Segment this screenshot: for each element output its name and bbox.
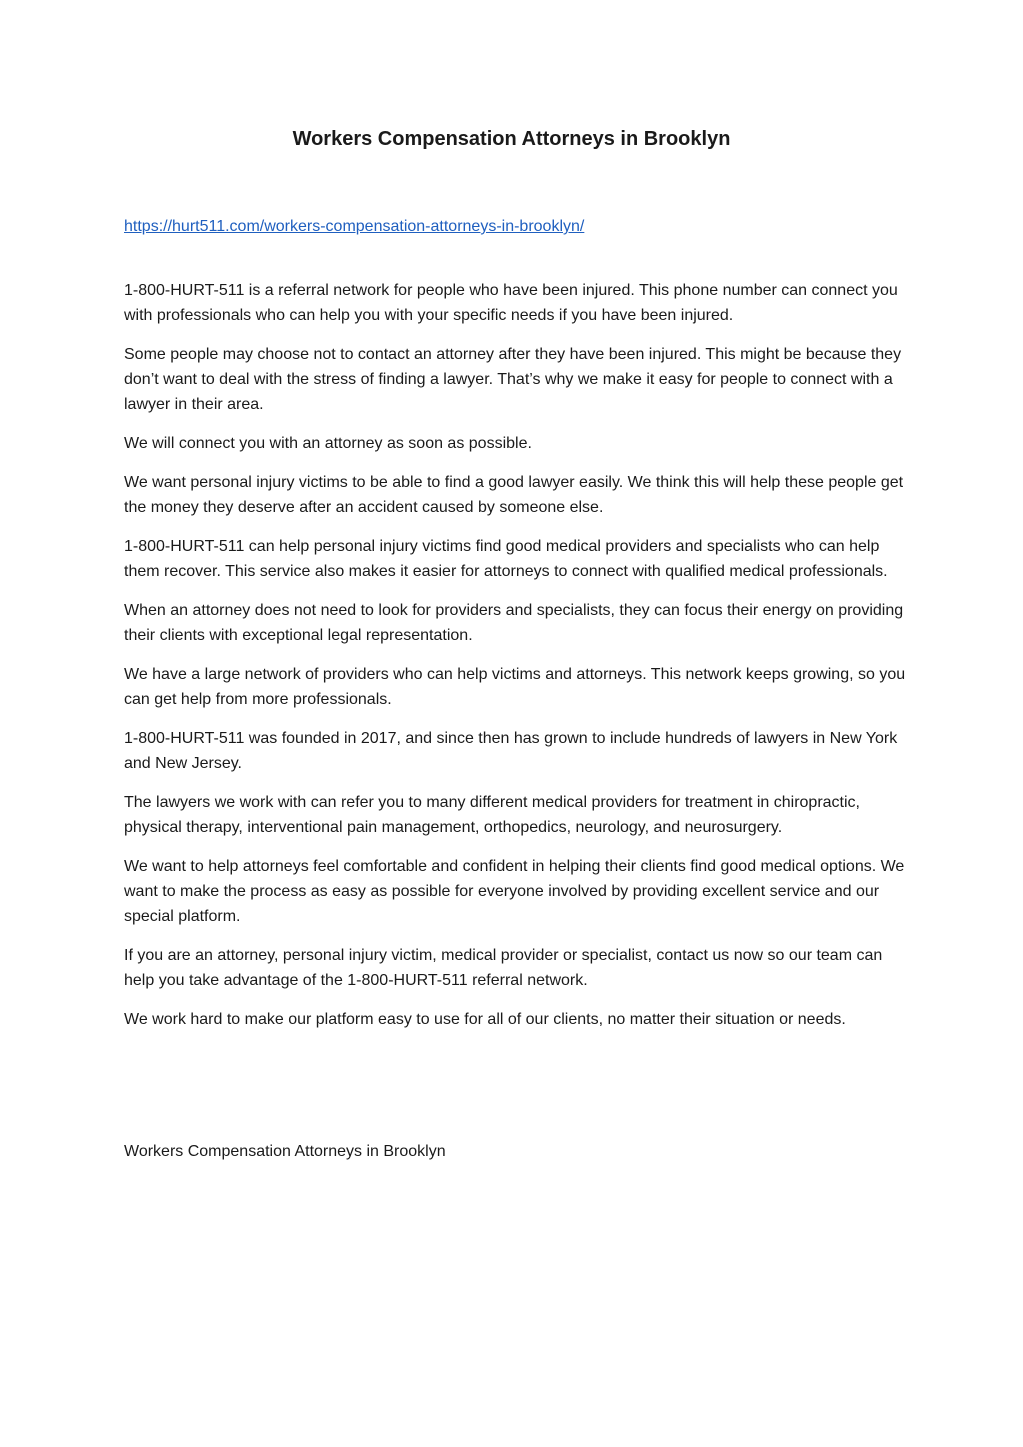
paragraph: 1-800-HURT-511 can help personal injury victims find good medical providers and specialists who can help them recover. This service also makes it easier for attorneys to connect with qualified medical professionals.	[124, 538, 888, 580]
paragraph: If you are an attorney, personal injury victim, medical provider or specialist, contact us now so our team can help you take advantage of the 1-800-HURT-511 referral network.	[124, 947, 883, 989]
paragraph: 1-800-HURT-511 was founded in 2017, and since then has grown to include hundreds of lawyers in New York and New Jersey.	[124, 730, 898, 772]
paragraph: We work hard to make our platform easy to use for all of our clients, no matter their situation or needs.	[124, 1011, 846, 1028]
footer-keyword-line: Workers Compensation Attorneys in Brooklyn	[124, 1143, 446, 1160]
paragraph: We want to help attorneys feel comfortable and confident in helping their clients find good medical options. We want to make the process as easy as possible for everyone involved by providing excellent service and our special platform.	[124, 858, 905, 925]
body-text	[124, 278, 914, 1046]
paragraph: When an attorney does not need to look for providers and specialists, they can focus their energy on providing their clients with exceptional legal representation.	[124, 602, 904, 644]
paragraph: 1-800-HURT-511 is a referral network for people who have been injured. This phone number can connect you with professionals who can help you with your specific needs if you have been injured.	[124, 282, 898, 324]
paragraph: Some people may choose not to contact an attorney after they have been injured. This might be because they don’t want to deal with the stress of finding a lawyer. That’s why we make it easy for people to connect with a lawyer in their area.	[124, 346, 902, 413]
page-title: Workers Compensation Attorneys in Brooklyn	[292, 128, 731, 150]
paragraph: The lawyers we work with can refer you to many different medical providers for treatment in chiropractic, physical therapy, interventional pain management, orthopedics, neurology, and neurosurgery.	[124, 794, 860, 836]
paragraph: We want personal injury victims to be able to find a good lawyer easily. We think this will help these people get the money they deserve after an accident caused by someone else.	[124, 474, 904, 516]
paragraph: We will connect you with an attorney as soon as possible.	[124, 435, 532, 452]
source-link[interactable]: https://hurt511.com/workers-compensation-attorneys-in-brooklyn/	[124, 218, 585, 235]
paragraph: We have a large network of providers who can help victims and attorneys. This network keeps growing, so you can get help from more professionals.	[124, 666, 906, 708]
